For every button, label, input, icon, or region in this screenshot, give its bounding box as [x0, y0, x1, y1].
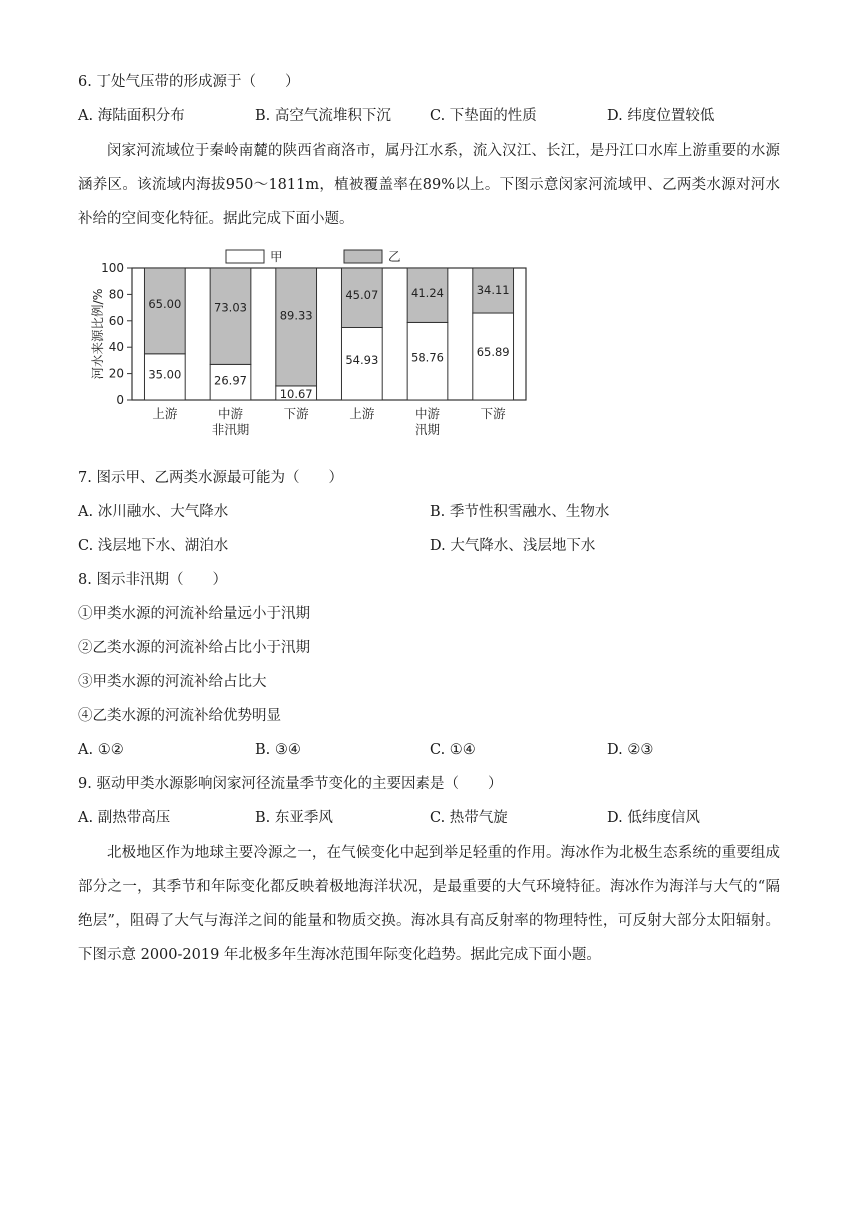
q9-option-a: A. 副热带高压	[78, 810, 171, 826]
q8-item-4: ④乙类水源的河流补给优势明显	[78, 708, 281, 724]
q8-item-1: ①甲类水源的河流补给量远小于汛期	[78, 606, 310, 622]
q8-option-c: C. ①④	[430, 742, 476, 758]
question-6-stem: 6. 丁处气压带的形成源于（ ）	[78, 74, 300, 90]
q6-option-a: A. 海陆面积分布	[78, 108, 185, 124]
bar-value-label: 54.93	[345, 353, 379, 368]
legend-swatch-乙	[344, 250, 382, 263]
bar-value-label: 34.11	[476, 282, 510, 297]
y-tick-label: 0	[116, 393, 124, 407]
bar-value-label: 65.00	[148, 297, 182, 312]
bar-value-label: 35.00	[148, 367, 182, 382]
bar-segment-乙	[276, 268, 317, 386]
x-group-label: 汛期	[414, 422, 441, 437]
q7-option-b: B. 季节性积雪融水、生物水	[430, 504, 610, 520]
x-tick-label: 上游	[152, 406, 178, 421]
q6-option-c: C. 下垫面的性质	[430, 108, 537, 124]
x-tick-label: 中游	[217, 406, 244, 421]
bar-segment-乙	[210, 268, 251, 364]
plot-frame	[132, 268, 526, 400]
question-7-stem: 7. 图示甲、乙两类水源最可能为（ ）	[78, 470, 343, 486]
legend-label: 乙	[388, 249, 401, 264]
x-group-label: 非汛期	[211, 422, 250, 437]
bar-value-label: 58.76	[411, 350, 444, 365]
chart-bars	[144, 268, 513, 437]
q8-option-a: A. ①②	[78, 742, 124, 758]
q6-option-b: B. 高空气流堆积下沉	[255, 108, 391, 124]
bar-value-label: 10.67	[279, 387, 313, 401]
q9-option-b: B. 东亚季风	[255, 810, 333, 826]
bar-value-label: 89.33	[279, 308, 313, 323]
chart-legend	[226, 249, 401, 264]
y-tick-label: 60	[108, 313, 124, 328]
bar-value-label: 73.03	[214, 300, 247, 315]
x-tick-label: 中游	[414, 406, 441, 421]
q9-option-d: D. 低纬度信风	[607, 810, 700, 826]
q8-item-3: ③甲类水源的河流补给占比大	[78, 674, 267, 690]
q7-option-d: D. 大气降水、浅层地下水	[430, 538, 596, 554]
q7-option-c: C. 浅层地下水、湖泊水	[78, 538, 229, 554]
q8-option-d: D. ②③	[607, 742, 654, 758]
q6-option-d: D. 纬度位置较低	[607, 108, 715, 124]
passage-arctic-sea-ice: 北极地区作为地球主要冷源之一，在气候变化中起到举足轻重的作用。海冰作为北极生态系统的重要组成部分之一，其季节和年际变化都反映着极地海洋状况，是最重要的大气环境特征。海冰作为海洋与大气的“隔绝层”，阻碍了大气与海洋之间的能量和物质交换。海冰具有高反射率的物理特性，可反射大部分太阳辐射。下图示意 2000-2019 年北极多年生海冰范围年际变化趋势。据此完成下面小题。	[78, 845, 780, 963]
bar-value-label: 65.89	[476, 345, 510, 360]
x-tick-label: 下游	[283, 406, 309, 421]
q7-option-a: A. 冰川融水、大气降水	[78, 504, 229, 520]
y-tick-label: 40	[108, 340, 124, 355]
x-tick-label: 下游	[480, 406, 506, 421]
question-8-stem: 8. 图示非汛期（ ）	[78, 572, 227, 588]
y-tick-label: 100	[101, 261, 124, 275]
legend-swatch-甲	[226, 250, 264, 263]
y-tick-label: 20	[108, 366, 124, 381]
y-axis-label: 河水来源比例/%	[90, 288, 105, 380]
bar-value-label: 45.07	[345, 287, 379, 302]
q8-option-b: B. ③④	[255, 742, 301, 758]
y-tick-label: 80	[108, 287, 124, 302]
bar-value-label: 41.24	[411, 286, 444, 301]
legend-label: 甲	[270, 249, 283, 264]
stacked-bar-chart	[86, 246, 532, 452]
x-tick-label: 上游	[349, 406, 375, 421]
passage-river-source: 闵家河流域位于秦岭南麓的陕西省商洛市，属丹江水系，流入汉江、长江，是丹江口水库上游重要的水源涵养区。该流域内海拔950～1811m，植被覆盖率在89%以上。下图示意闵家河流域甲、乙两类水源对河水补给的空间变化特征。据此完成下面小题。	[78, 143, 780, 227]
q9-option-c: C. 热带气旋	[430, 810, 508, 826]
bar-value-label: 26.97	[214, 373, 247, 388]
water-source-chart	[86, 246, 532, 452]
question-9-stem: 9. 驱动甲类水源影响闵家河径流量季节变化的主要因素是（ ）	[78, 776, 503, 792]
q8-item-2: ②乙类水源的河流补给占比小于汛期	[78, 640, 310, 656]
